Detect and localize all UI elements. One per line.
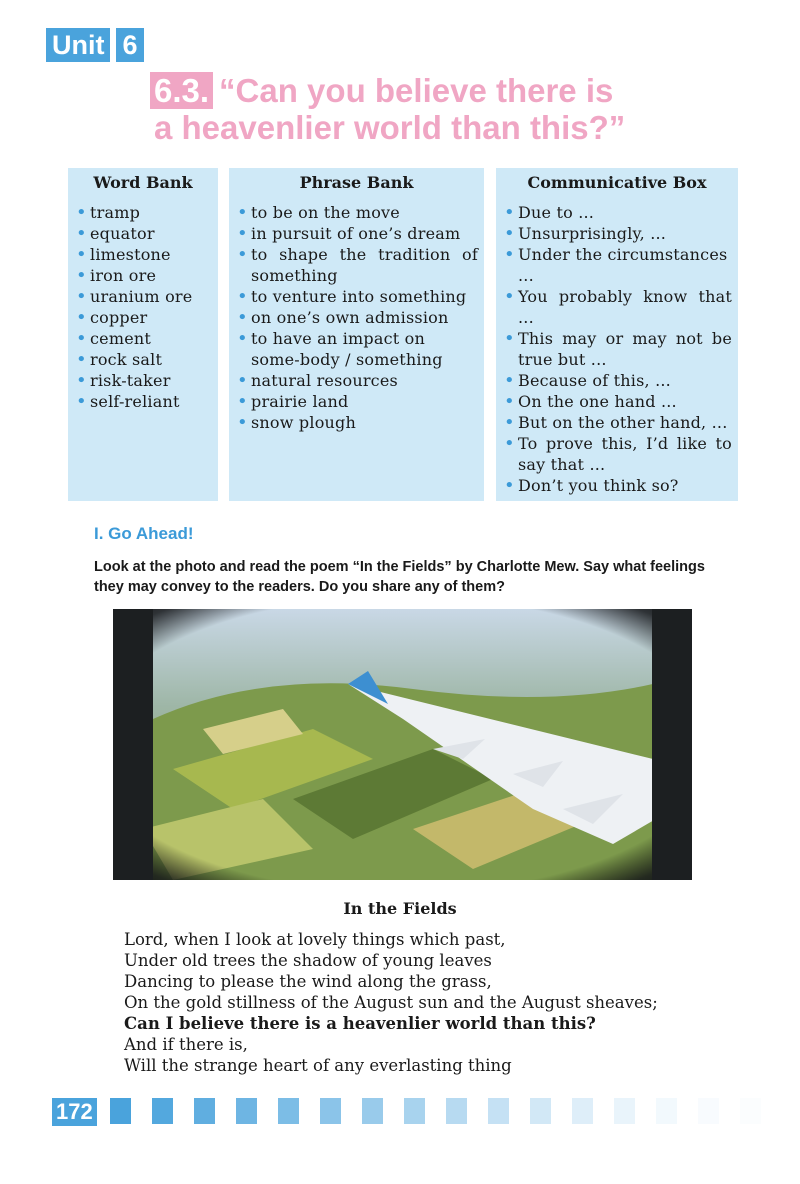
unit-number: 6 — [116, 28, 143, 62]
footer-decoration — [110, 1098, 761, 1124]
footer-square — [656, 1098, 677, 1124]
unit-label: Unit — [46, 28, 110, 62]
footer-square — [488, 1098, 509, 1124]
lesson-title-line1: “Can you believe there is — [219, 72, 614, 109]
word-bank-item: • limestone — [74, 244, 212, 265]
footer-square — [530, 1098, 551, 1124]
task-instruction: Look at the photo and read the poem “In the Fields” by Charlotte Mew. Say what feelings they may convey to the readers. Do you share any of them? — [94, 559, 705, 595]
footer-square — [194, 1098, 215, 1124]
phrase-bank-item: • on one’s own admission — [235, 307, 478, 328]
word-bank-item: • cement — [74, 328, 212, 349]
word-bank-item: • self-reliant — [74, 391, 212, 412]
communicative-item: • Because of this, ... — [502, 370, 732, 391]
footer-square — [152, 1098, 173, 1124]
lesson-title-line2: a heavenlier world than this?” — [154, 109, 626, 146]
communicative-item: • Due to ... — [502, 202, 732, 223]
footer-square — [362, 1098, 383, 1124]
page-number: 172 — [52, 1098, 97, 1126]
communicative-item: • But on the other hand, ... — [502, 412, 732, 433]
lesson-number: 6.3. — [150, 72, 213, 109]
section-heading: I. Go Ahead! — [94, 524, 194, 543]
communicative-item: • Don’t you think so? — [502, 475, 732, 496]
word-bank-item: • iron ore — [74, 265, 212, 286]
footer-square — [740, 1098, 761, 1124]
poem-line: Under old trees the shadow of young leaves — [124, 951, 492, 970]
phrase-bank-item: • in pursuit of one’s dream — [235, 223, 478, 244]
poem-line: Will the strange heart of any everlasting thing — [124, 1056, 512, 1075]
phrase-bank-item: • natural resources — [235, 370, 478, 391]
poem-line: Lord, when I look at lovely things which past, — [124, 930, 506, 949]
footer-square — [404, 1098, 425, 1124]
poem-line: And if there is, — [124, 1035, 248, 1054]
communicative-item: • This may or may not be true but ... — [502, 328, 732, 370]
poem-line: Dancing to please the wind along the grass, — [124, 972, 492, 991]
airplane-window-photo — [113, 609, 692, 880]
poem-line: On the gold stillness of the August sun and the August sheaves; — [124, 993, 658, 1012]
photo-illustration — [113, 609, 692, 880]
footer-square — [110, 1098, 131, 1124]
lesson-title — [150, 72, 710, 146]
poem-line-emphasis: Can I believe there is a heavenlier world than this? — [124, 1014, 596, 1033]
communicative-box — [496, 168, 738, 501]
word-bank-item: • tramp — [74, 202, 212, 223]
footer-square — [236, 1098, 257, 1124]
footer-square — [278, 1098, 299, 1124]
footer-square — [446, 1098, 467, 1124]
communicative-item: • Unsurprisingly, ... — [502, 223, 732, 244]
phrase-bank-item: • to shape the tradition of something — [235, 244, 478, 286]
communicative-item: • You probably know that ... — [502, 286, 732, 328]
word-bank-item: • risk-taker — [74, 370, 212, 391]
word-bank-box — [68, 168, 218, 501]
word-bank-title: Word Bank — [93, 173, 193, 192]
footer-square — [320, 1098, 341, 1124]
footer-square — [698, 1098, 719, 1124]
poem-body — [124, 929, 744, 1076]
phrase-bank-item: • to venture into something — [235, 286, 478, 307]
phrase-bank-item: • to have an impact on some-body / something — [235, 328, 478, 370]
word-bank-item: • uranium ore — [74, 286, 212, 307]
communicative-item: • To prove this, I’d like to say that ... — [502, 433, 732, 475]
footer-square — [614, 1098, 635, 1124]
unit-tab — [46, 28, 144, 62]
footer-square — [572, 1098, 593, 1124]
phrase-bank-box — [229, 168, 484, 501]
word-bank-item: • copper — [74, 307, 212, 328]
word-bank-item: • rock salt — [74, 349, 212, 370]
word-bank-item: • equator — [74, 223, 212, 244]
poem-title: In the Fields — [343, 899, 457, 918]
phrase-bank-item: • prairie land — [235, 391, 478, 412]
phrase-bank-item: • snow plough — [235, 412, 478, 433]
communicative-item: • On the one hand ... — [502, 391, 732, 412]
phrase-bank-item: • to be on the move — [235, 202, 478, 223]
communicative-box-title: Communicative Box — [527, 173, 707, 192]
communicative-item: • Under the circumstances ... — [502, 244, 732, 286]
phrase-bank-title: Phrase Bank — [299, 173, 414, 192]
